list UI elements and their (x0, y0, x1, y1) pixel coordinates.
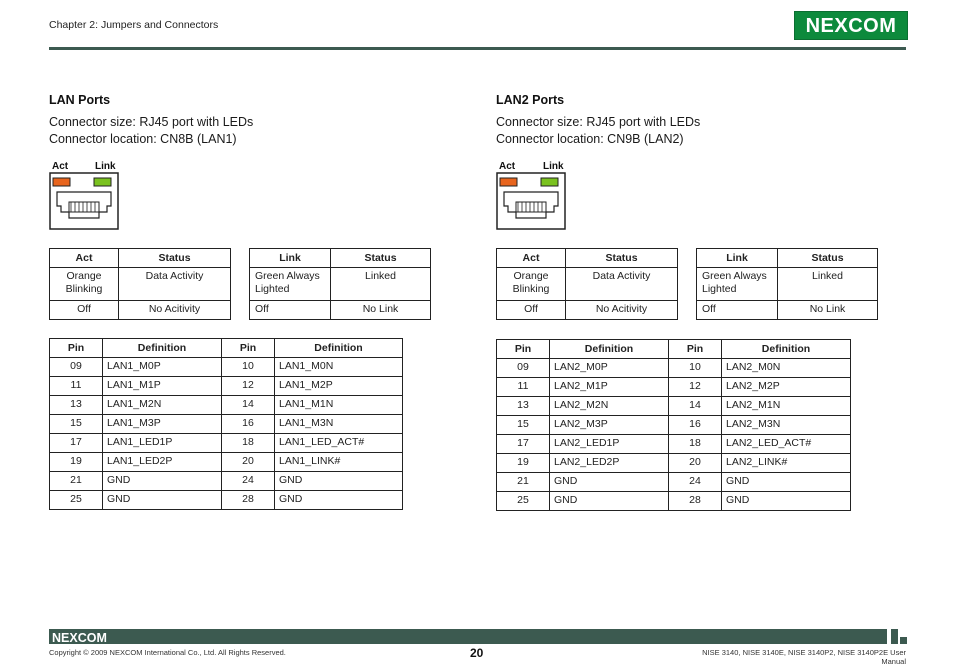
header-rule (49, 47, 906, 50)
table-cell: 21 (497, 473, 550, 492)
table-row (497, 435, 851, 454)
table-cell: Off (497, 301, 566, 320)
table-header: Definition (275, 339, 403, 358)
table-cell: GND (275, 491, 403, 510)
pin-rows-lan2 (497, 359, 851, 511)
pin-table-lan2 (496, 339, 851, 511)
connector-size-lan1: Connector size: RJ45 port with LEDs (49, 115, 254, 129)
connector-location-lan2: Connector location: CN9B (LAN2) (496, 132, 684, 146)
table-cell: LAN1_LED_ACT# (275, 434, 403, 453)
table-cell: 15 (497, 416, 550, 435)
table-cell: LAN2_M2P (722, 378, 851, 397)
table-cell: Orange Blinking (497, 268, 566, 301)
table-cell: 13 (497, 397, 550, 416)
table-header: Status (778, 249, 878, 268)
table-cell: LAN2_LED1P (550, 435, 669, 454)
svg-text:NEXCOM: NEXCOM (805, 15, 897, 37)
table-cell: 10 (222, 358, 275, 377)
table-cell: 14 (669, 397, 722, 416)
table-cell: Orange Blinking (50, 268, 119, 301)
table-row (497, 492, 851, 511)
table-cell: 09 (50, 358, 103, 377)
table-header: Status (119, 249, 231, 268)
table-cell: Linked (331, 268, 431, 301)
table-row (697, 268, 878, 301)
table-row (497, 454, 851, 473)
table-row (497, 359, 851, 378)
table-cell: GND (275, 472, 403, 491)
link-status-table-lan1 (249, 248, 431, 320)
chapter-title: Chapter 2: Jumpers and Connectors (49, 19, 219, 31)
table-row (50, 472, 403, 491)
table-row (250, 301, 431, 320)
copyright-text: Copyright © 2009 NEXCOM International Co., Ltd. All Rights Reserved. (49, 648, 286, 657)
table-cell: 20 (222, 453, 275, 472)
pin-rows-lan1 (50, 358, 403, 510)
table-cell: GND (722, 492, 851, 511)
connector-size-lan2: Connector size: RJ45 port with LEDs (496, 115, 701, 129)
page-number: 20 (470, 646, 484, 660)
table-cell: 13 (50, 396, 103, 415)
table-row (497, 416, 851, 435)
table-cell: LAN2_LINK# (722, 454, 851, 473)
table-row (497, 473, 851, 492)
link-status-table-lan2 (696, 248, 878, 320)
table-row (50, 268, 231, 301)
connector-location-lan1: Connector location: CN8B (LAN1) (49, 132, 237, 146)
table-row (497, 397, 851, 416)
table-row (50, 301, 231, 320)
table-cell: LAN1_M3N (275, 415, 403, 434)
table-header: Pin (497, 340, 550, 359)
table-cell: 20 (669, 454, 722, 473)
table-cell: LAN1_M1P (103, 377, 222, 396)
table-cell: LAN1_M3P (103, 415, 222, 434)
led-label-act: Act (52, 161, 69, 172)
table-cell: LAN2_M1P (550, 378, 669, 397)
table-header: Status (331, 249, 431, 268)
table-cell: Data Activity (566, 268, 678, 301)
table-cell: 12 (222, 377, 275, 396)
table-cell: 09 (497, 359, 550, 378)
table-cell: 25 (497, 492, 550, 511)
table-cell: 16 (222, 415, 275, 434)
table-header: Definition (722, 340, 851, 359)
table-cell: 19 (497, 454, 550, 473)
led-label-link: Link (543, 161, 564, 172)
table-cell: LAN2_M1N (722, 397, 851, 416)
table-cell: Green Always Lighted (697, 268, 778, 301)
table-row (50, 396, 403, 415)
table-header: Act (50, 249, 119, 268)
table-cell: 28 (222, 491, 275, 510)
table-cell: No Acitivity (119, 301, 231, 320)
table-cell: 19 (50, 453, 103, 472)
table-cell: LAN1_M1N (275, 396, 403, 415)
table-row (50, 491, 403, 510)
nexcom-logo (794, 11, 908, 40)
table-cell: 10 (669, 359, 722, 378)
table-header: Pin (50, 339, 103, 358)
table-header: Definition (550, 340, 669, 359)
table-header: Pin (222, 339, 275, 358)
table-row (250, 268, 431, 301)
table-cell: 14 (222, 396, 275, 415)
table-cell: 24 (222, 472, 275, 491)
table-cell: GND (550, 492, 669, 511)
table-header: Status (566, 249, 678, 268)
footer-nexcom-logo (52, 630, 112, 649)
rj45-port-icon (49, 172, 119, 235)
table-cell: LAN2_M2N (550, 397, 669, 416)
table-cell: Off (50, 301, 119, 320)
table-cell: LAN2_M0N (722, 359, 851, 378)
pin-table-lan1 (49, 338, 403, 510)
table-cell: No Acitivity (566, 301, 678, 320)
table-cell: LAN2_LED2P (550, 454, 669, 473)
table-cell: Linked (778, 268, 878, 301)
table-cell: 11 (50, 377, 103, 396)
table-cell: Data Activity (119, 268, 231, 301)
table-cell: Green Always Lighted (250, 268, 331, 301)
table-cell: 18 (669, 435, 722, 454)
table-cell: 11 (497, 378, 550, 397)
table-cell: LAN1_M2N (103, 396, 222, 415)
table-cell: LAN1_M2P (275, 377, 403, 396)
table-cell: 17 (50, 434, 103, 453)
footer-squares-icon (891, 629, 907, 644)
table-cell: 15 (50, 415, 103, 434)
table-header: Pin (669, 340, 722, 359)
table-cell: 17 (497, 435, 550, 454)
table-row (497, 301, 678, 320)
table-cell: 16 (669, 416, 722, 435)
table-cell: LAN2_M3P (550, 416, 669, 435)
table-cell: No Link (331, 301, 431, 320)
table-header: Act (497, 249, 566, 268)
table-cell: LAN1_LED2P (103, 453, 222, 472)
table-cell: GND (103, 472, 222, 491)
table-cell: 24 (669, 473, 722, 492)
table-cell: GND (103, 491, 222, 510)
table-row (50, 377, 403, 396)
table-cell: 21 (50, 472, 103, 491)
table-cell: LAN2_M0P (550, 359, 669, 378)
table-cell: Off (250, 301, 331, 320)
led-label-act: Act (499, 161, 516, 172)
table-cell: LAN2_LED_ACT# (722, 435, 851, 454)
footer-bar (49, 629, 887, 644)
table-cell: LAN2_M3N (722, 416, 851, 435)
led-label-link: Link (95, 161, 116, 172)
act-status-table-lan2 (496, 248, 678, 320)
table-cell: Off (697, 301, 778, 320)
table-row (50, 453, 403, 472)
section-title-lan1: LAN Ports (49, 93, 111, 107)
svg-text:NEXCOM: NEXCOM (52, 631, 107, 644)
table-cell: LAN1_LED1P (103, 434, 222, 453)
table-row (50, 358, 403, 377)
rj45-port-icon (496, 172, 566, 235)
table-cell: LAN1_LINK# (275, 453, 403, 472)
table-header: Link (250, 249, 331, 268)
table-cell: GND (550, 473, 669, 492)
table-row (497, 268, 678, 301)
table-cell: LAN1_M0N (275, 358, 403, 377)
section-title-lan2: LAN2 Ports (496, 93, 565, 107)
table-row (697, 301, 878, 320)
table-cell: 28 (669, 492, 722, 511)
table-row (497, 378, 851, 397)
table-cell: 18 (222, 434, 275, 453)
act-status-table-lan1 (49, 248, 231, 320)
manual-title: NISE 3140, NISE 3140E, NISE 3140P2, NISE 3140P2E User Manual (702, 648, 906, 666)
table-header: Link (697, 249, 778, 268)
table-row (50, 434, 403, 453)
table-header: Definition (103, 339, 222, 358)
table-cell: GND (722, 473, 851, 492)
table-cell: 25 (50, 491, 103, 510)
table-cell: LAN1_M0P (103, 358, 222, 377)
table-cell: 12 (669, 378, 722, 397)
table-row (50, 415, 403, 434)
table-cell: No Link (778, 301, 878, 320)
